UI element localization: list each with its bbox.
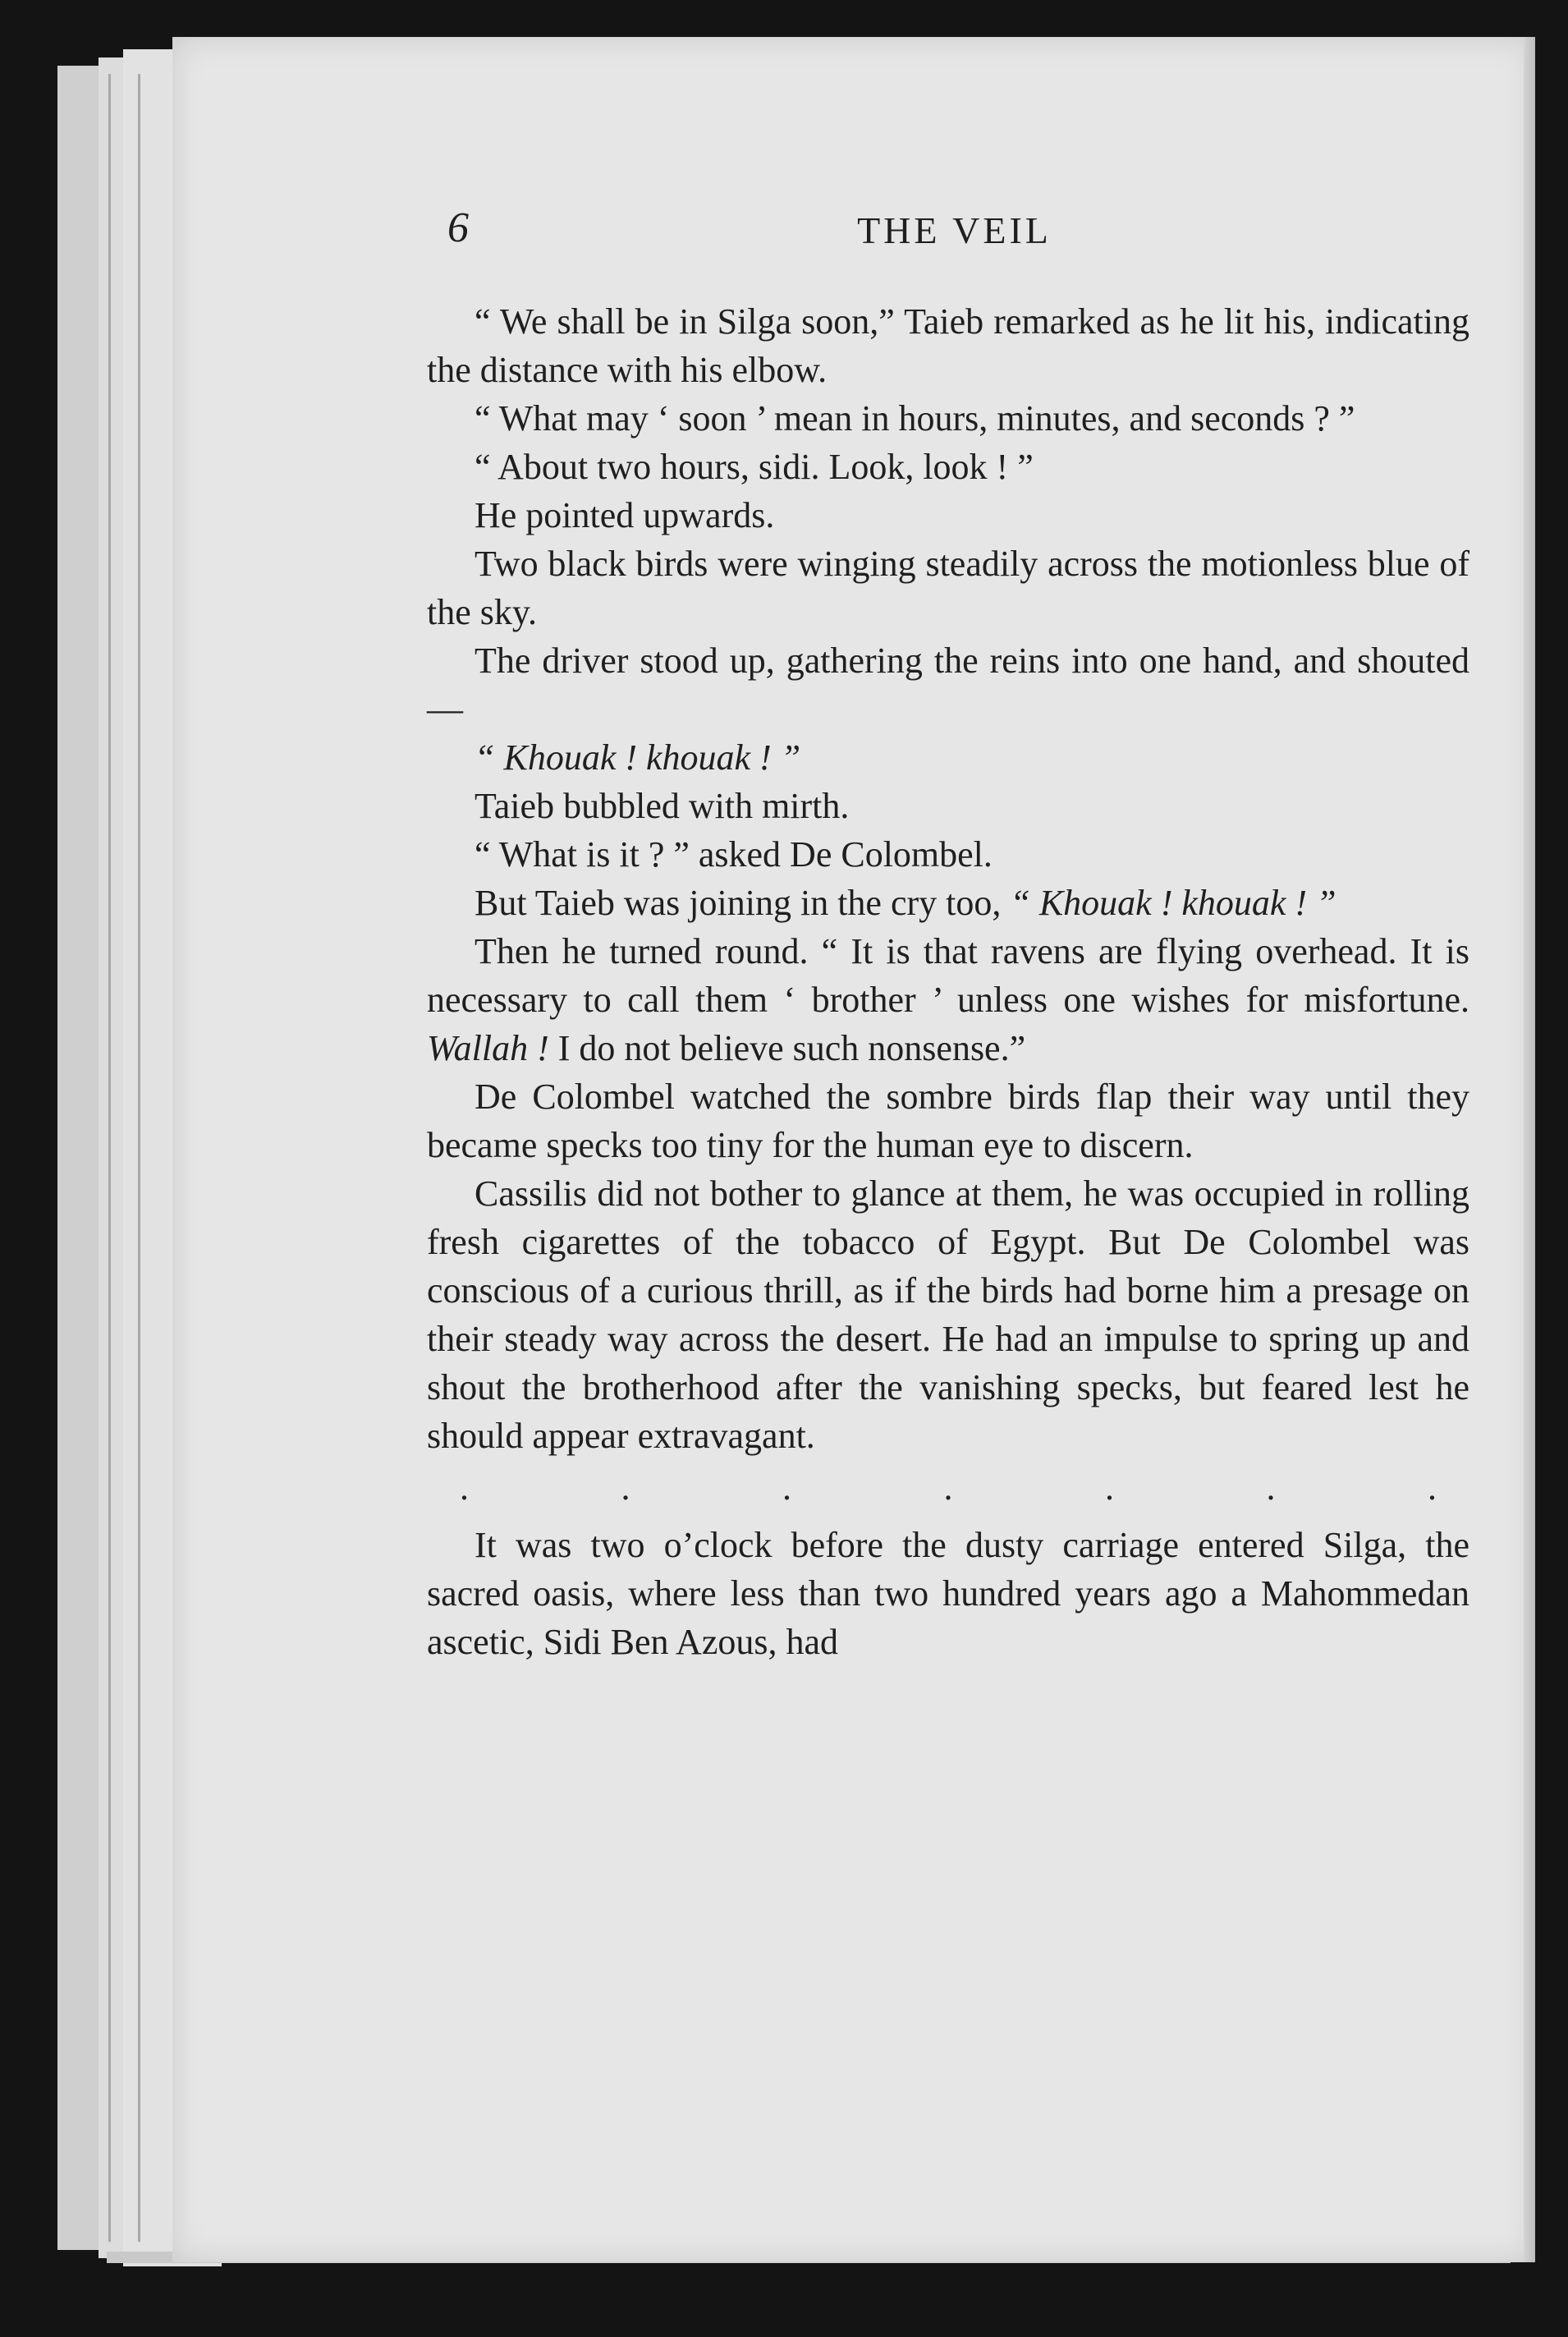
paragraph — [427, 733, 1469, 782]
section-separator — [427, 1460, 1469, 1521]
separator-dot: . — [943, 1467, 953, 1508]
paragraph-text: “ What is it ? ” asked De Colombel. — [475, 834, 993, 875]
paragraph-text: I do not believe such nonsense.” — [548, 1028, 1026, 1068]
page-edge-line — [108, 74, 111, 2242]
paragraph — [427, 636, 1469, 733]
separator-dot: . — [1428, 1467, 1437, 1508]
page-edge-line — [138, 74, 140, 2242]
separator-dot: . — [782, 1467, 791, 1508]
paragraph — [427, 491, 1469, 539]
separator-dot: . — [1105, 1467, 1114, 1508]
paragraph-text: “ We shall be in Silga soon,” Taieb remarked as he lit his, indicating the distance with his elbow. — [427, 301, 1469, 390]
paragraph-text: Two black birds were winging steadily across the motionless blue of the sky. — [427, 544, 1469, 632]
paragraph — [427, 1521, 1469, 1666]
paragraph-text: Cassilis did not bother to glance at them, he was occupied in rolling fresh cigarettes of the tobacco of Egypt. But De Colombel was conscious of a curious thrill, as if the birds had borne him a presage on their steady way across the desert. He had an impulse to spring up and shout the brotherhood after the vanishing specks, but feared lest he should appear extravagant. — [427, 1173, 1469, 1456]
paragraph-text: He pointed upwards. — [475, 495, 775, 535]
paragraph-text: De Colombel watched the sombre birds flap their way until they became specks too tiny for the human eye to discern. — [427, 1077, 1469, 1165]
paragraph-text: “ What may ‘ soon ’ mean in hours, minutes, and seconds ? ” — [475, 398, 1355, 438]
paragraph — [427, 782, 1469, 830]
paragraph — [427, 927, 1469, 1072]
running-title: THE VEIL — [857, 209, 1052, 251]
paragraph-text: “ Khouak ! khouak ! ” — [475, 737, 801, 778]
paragraph-text: The driver stood up, gathering the reins into one hand, and shouted— — [427, 640, 1469, 729]
paragraph — [427, 1169, 1469, 1460]
paragraph — [427, 1072, 1469, 1169]
paragraph — [427, 830, 1469, 879]
paragraph-italic-text: Wallah ! — [427, 1028, 549, 1068]
paragraph — [427, 297, 1469, 394]
paragraph-text: “ About two hours, sidi. Look, look ! ” — [475, 447, 1034, 487]
paragraph — [427, 394, 1469, 443]
separator-dot: . — [621, 1467, 630, 1508]
paragraph-text: But Taieb was joining in the cry too, — [475, 883, 1011, 923]
paragraph-text: Taieb bubbled with mirth. — [475, 786, 850, 826]
page-number: 6 — [447, 204, 469, 251]
paragraph — [427, 879, 1469, 927]
paragraph-text: Then he turned round. “ It is that ravens are flying overhead. It is necessary to call them ‘ brother ’ unless one wishes for misfortune. — [427, 931, 1469, 1020]
separator-dot: . — [460, 1467, 469, 1508]
paragraph-text: It was two o’clock before the dusty carriage entered Silga, the sacred oasis, where less than two hundred years ago a Mahommedan ascetic, Sidi Ben Azous, had — [427, 1525, 1469, 1662]
body-text — [427, 297, 1469, 1666]
paragraph-italic-text: “ Khouak ! khouak ! ” — [1010, 883, 1336, 923]
page-header — [447, 204, 1461, 261]
separator-dot: . — [1266, 1467, 1276, 1508]
paragraph — [427, 539, 1469, 636]
page-right-edge — [1524, 37, 1535, 2262]
paragraph — [427, 443, 1469, 491]
